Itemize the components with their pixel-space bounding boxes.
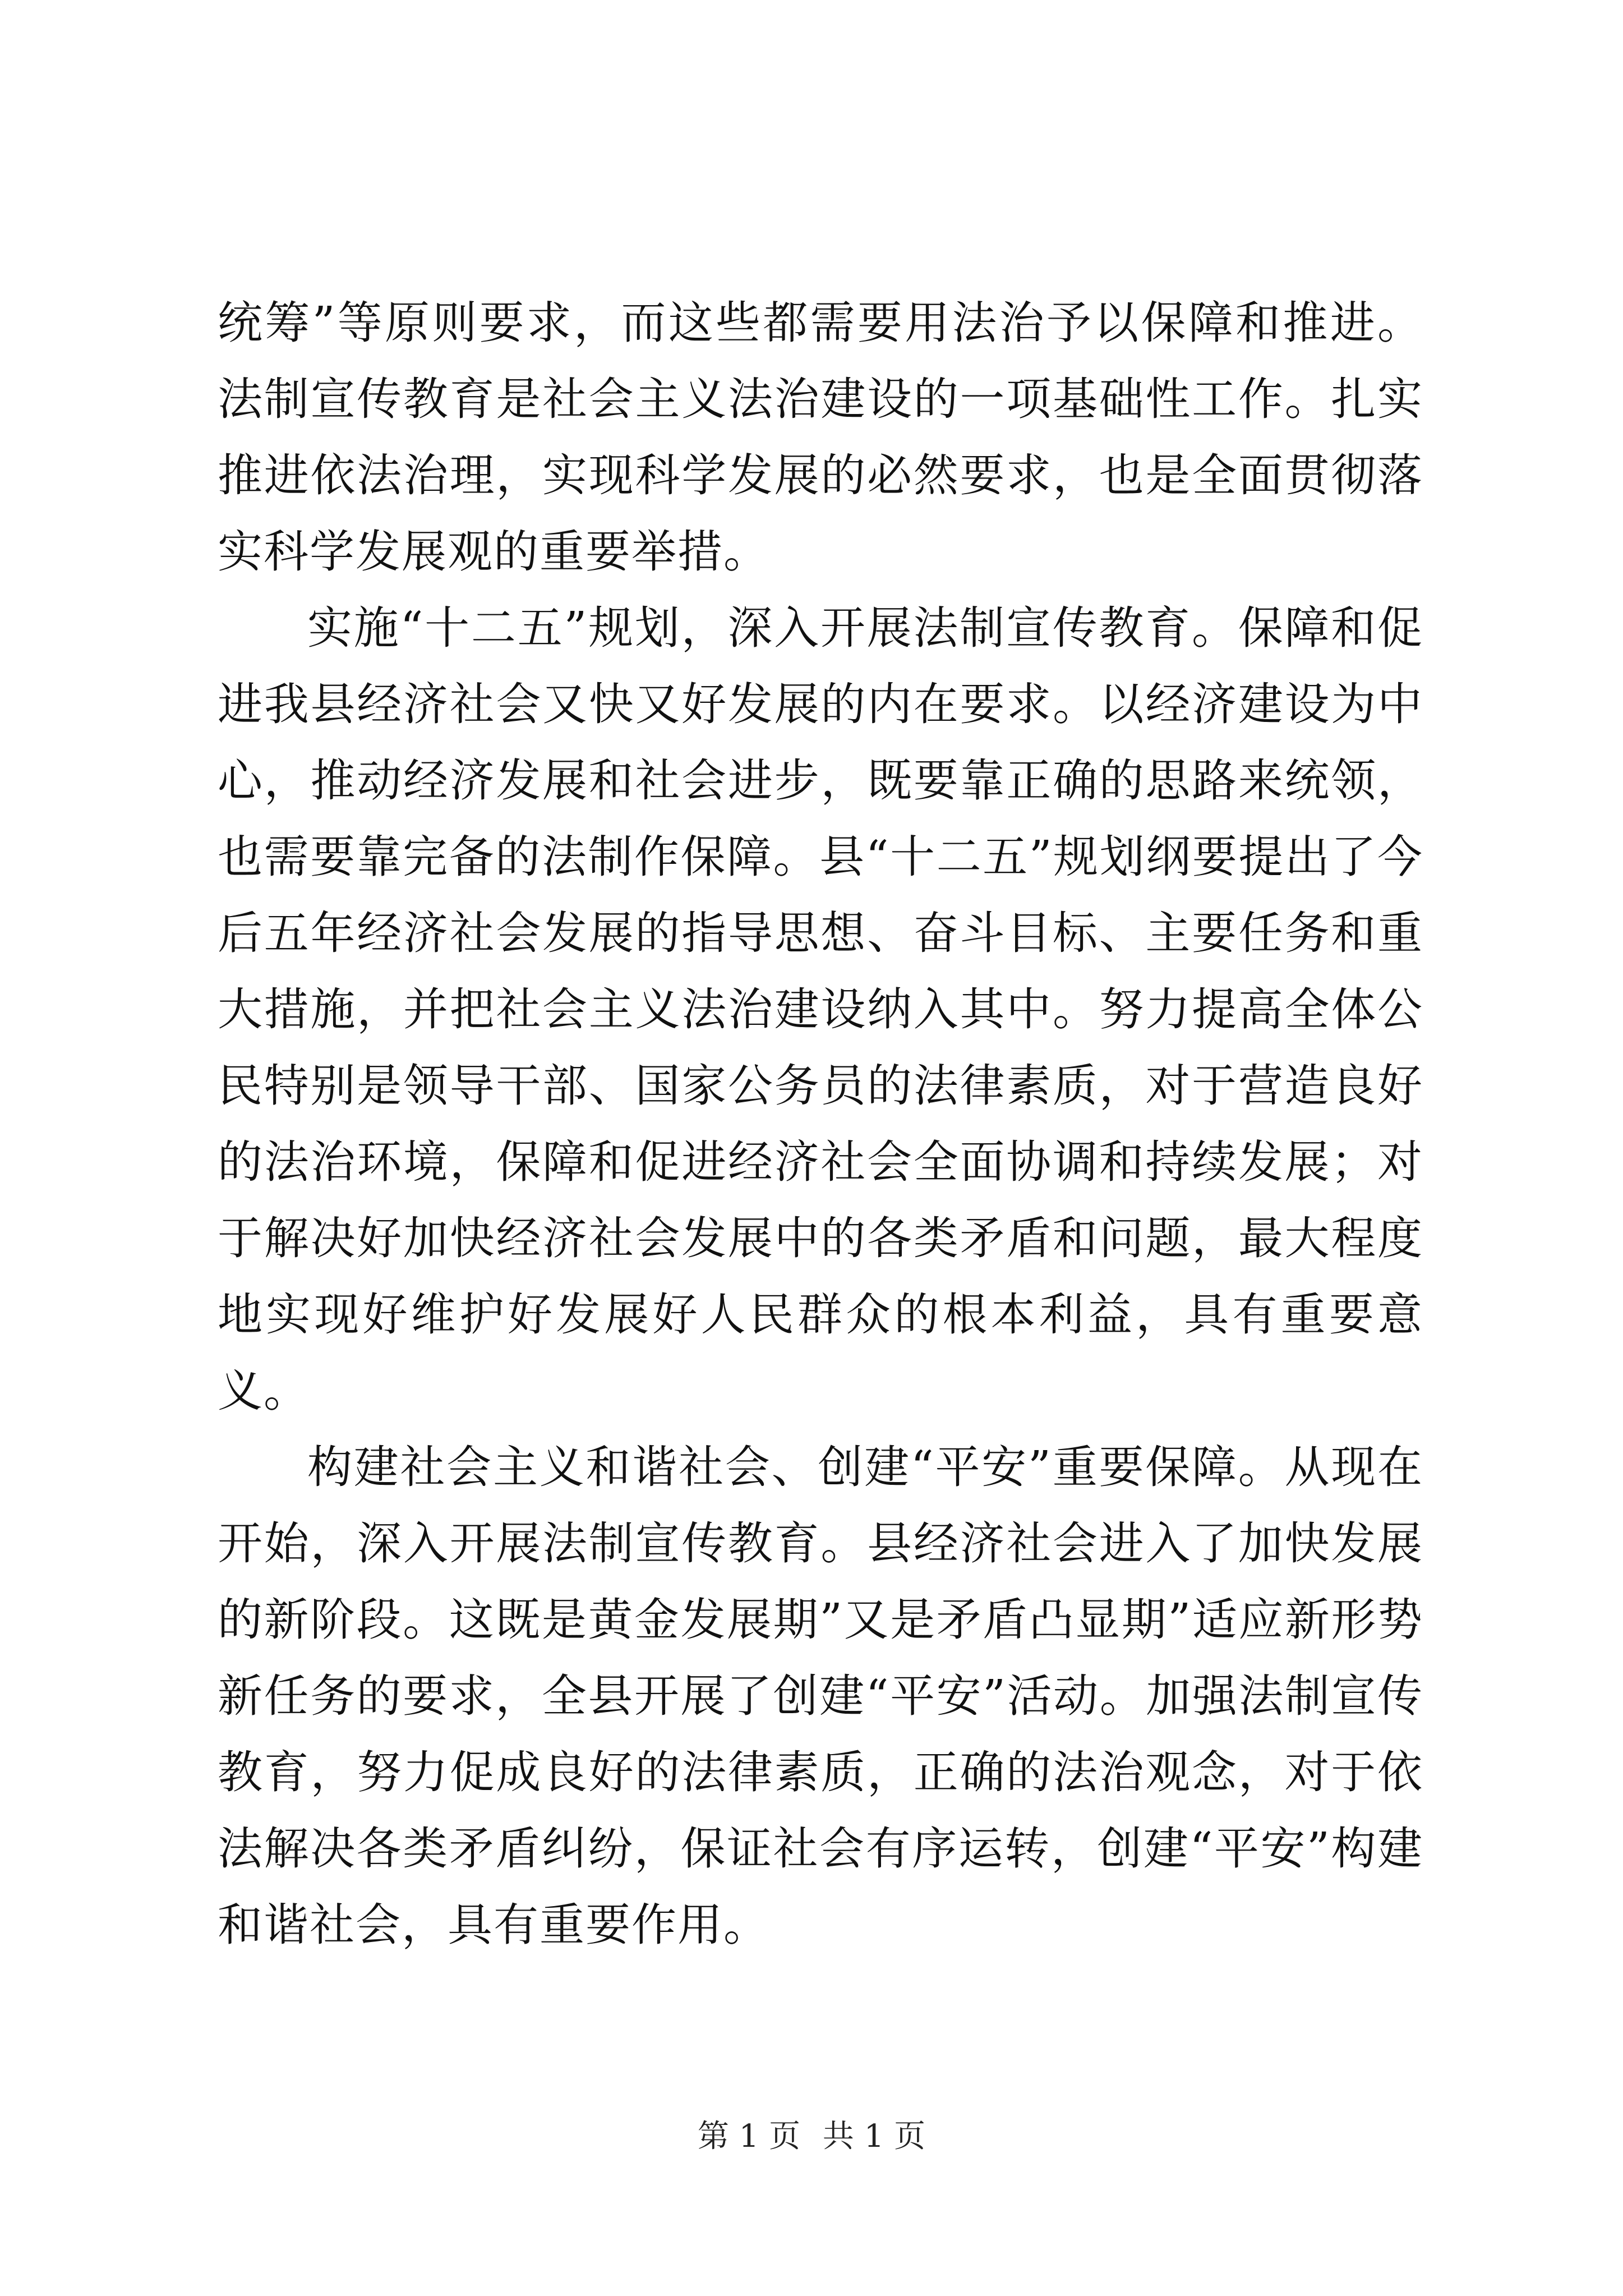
paragraph-3: 构建社会主义和谐社会、创建“平安”重要保障。从现在开始，深入开展法制宣传教育。县经济社会进入了加快发展的新阶段。这既是黄金发展期”又是矛盾凸显期”适应新形势新任务的要求，全县开展了创建“平安”活动。加强法制宣传教育，努力促成良好的法律素质，正确的法治观念，对于依法解决各类矛盾纠纷，保证社会有序运转，创建“平安”构建和谐社会，具有重要作用。 [218, 1441, 1423, 1951]
page-total: 共 1 页 [822, 2118, 926, 2155]
paragraph-2: 实施“十二五”规划，深入开展法制宣传教育。保障和促进我县经济社会又快又好发展的内在要求。以经济建设为中心，推动经济发展和社会进步，既要靠正确的思路来统领，也需要靠完备的法制作保障。县“十二五”规划纲要提出了今后五年经济社会发展的指导思想、奋斗目标、主要任务和重大措施，并把社会主义法治建设纳入其中。努力提高全体公民特别是领导干部、国家公务员的法律素质，对于营造良好的法治环境，保障和促进经济社会全面协调和持续发展；对于解决好加快经济社会发展中的各类矛盾和问题，最大程度地实现好维护好发展好人民群众的根本利益，具有重要意义。 [218, 602, 1423, 1417]
paragraph-1: 统筹”等原则要求，而这些都需要用法治予以保障和推进。法制宣传教育是社会主义法治建设的一项基础性工作。扎实推进依法治理，实现科学发展的必然要求，也是全面贯彻落实科学发展观的重要举措。 [218, 297, 1423, 578]
document-body [218, 285, 1423, 1963]
page-number: 第 1 页 [697, 2118, 801, 2155]
page-footer [0, 2117, 1623, 2156]
